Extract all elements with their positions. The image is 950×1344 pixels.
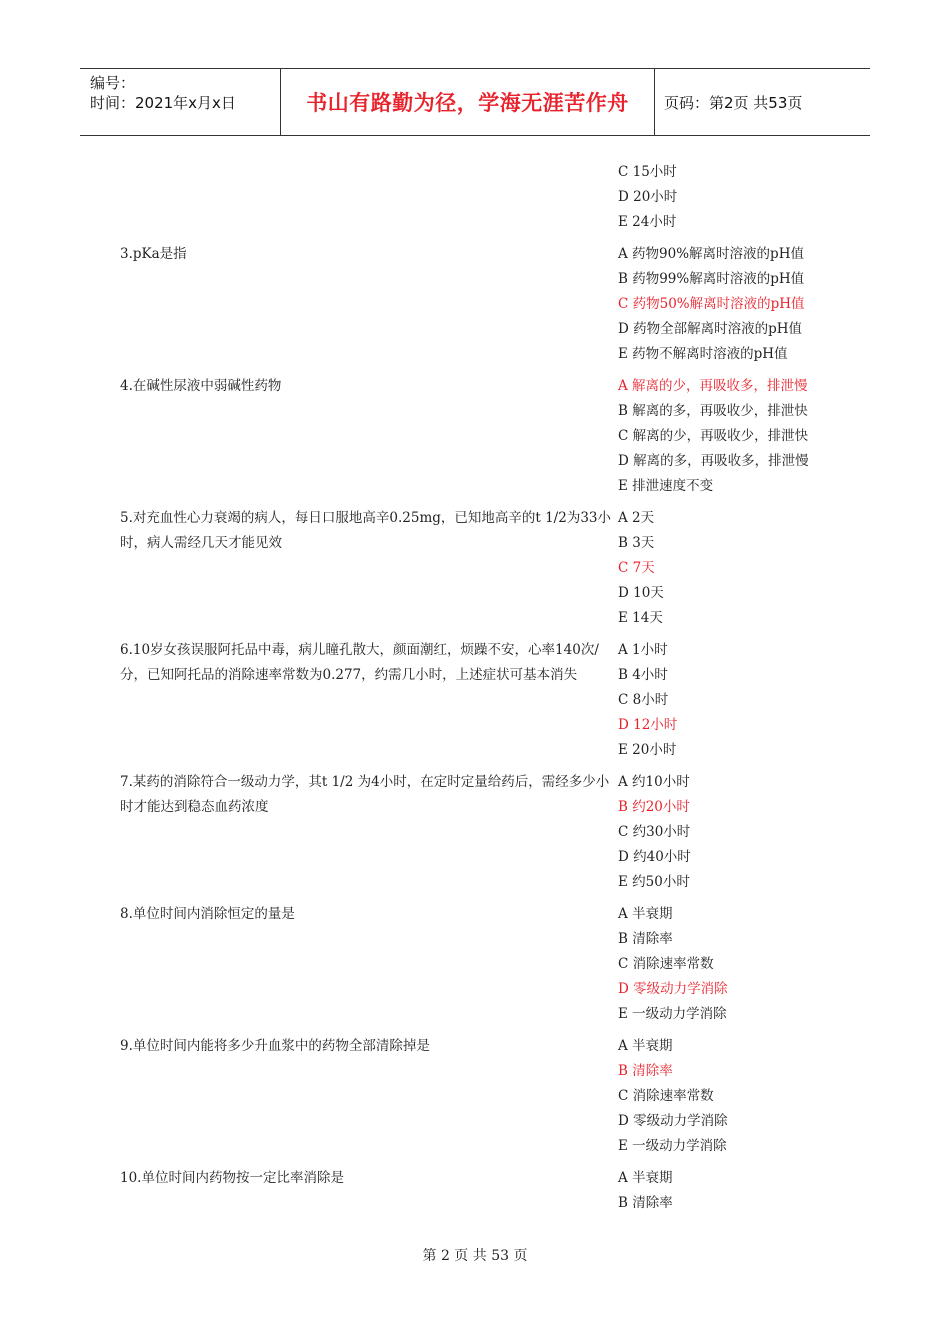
question-block (120, 160, 840, 235)
correct-option: B 清除率 (618, 1063, 673, 1079)
correct-option: D 12小时 (618, 717, 678, 733)
option-item: C 15小时 (618, 164, 677, 180)
option-item: D 零级动力学消除 (618, 1113, 728, 1129)
question-block (120, 770, 840, 895)
option-item: C 约30小时 (618, 824, 691, 840)
question-text: 6.10岁女孩误服阿托品中毒，病儿瞳孔散大，颜面潮红，烦躁不安，心率140次/分，已知阿托品的消除速率常数为0.277，约需几小时，上述症状可基本消失 (120, 642, 599, 683)
option-item: D 10天 (618, 585, 664, 601)
option-item: C 解离的少，再吸收少，排泄快 (618, 428, 809, 444)
option-item: B 清除率 (618, 1195, 673, 1211)
question-text: 5.对充血性心力衰竭的病人，每日口服地高辛0.25mg，已知地高辛的t 1/2为33小时，病人需经几天才能见效 (120, 510, 612, 551)
option-item: E 排泄速度不变 (618, 478, 714, 494)
option-item: E 药物不解离时溶液的pH值 (618, 346, 788, 362)
question-text: 10.单位时间内药物按一定比率消除是 (120, 1170, 344, 1186)
option-list (618, 1034, 728, 1159)
option-item: B 解离的多，再吸收少，排泄快 (618, 403, 808, 419)
header-meta (80, 69, 281, 135)
question-text: 3.pKa是指 (120, 246, 187, 262)
question-block (120, 902, 840, 1027)
question-text (120, 160, 618, 235)
option-item: A 半衰期 (618, 1038, 673, 1054)
question-text: 7.某药的消除符合一级动力学，其t 1/2 为4小时，在定时定量给药后，需经多少小时才能达到稳态血药浓度 (120, 774, 610, 815)
option-item: E 一级动力学消除 (618, 1006, 727, 1022)
header-motto: 书山有路勤为径，学海无涯苦作舟 (281, 69, 655, 135)
question-block (120, 374, 840, 499)
option-list (618, 242, 805, 367)
correct-option: D 零级动力学消除 (618, 981, 728, 997)
option-item: A 约10小时 (618, 774, 690, 790)
question-text: 9.单位时间内能将多少升血浆中的药物全部清除掉是 (120, 1038, 430, 1054)
option-item: E 14天 (618, 610, 663, 626)
option-list (618, 638, 677, 763)
question-list (120, 160, 840, 1223)
question-text: 8.单位时间内消除恒定的量是 (120, 906, 295, 922)
option-item: B 4小时 (618, 667, 668, 683)
page-footer: 第 2 页 共 53 页 (422, 1248, 528, 1264)
correct-option: C 药物50%解离时溶液的pH值 (618, 296, 805, 312)
option-item: A 半衰期 (618, 1170, 673, 1186)
option-item: D 解离的多，再吸收多，排泄慢 (618, 453, 809, 469)
option-list (618, 506, 664, 631)
correct-option: A 解离的少，再吸收多，排泄慢 (618, 378, 808, 394)
option-item: E 20小时 (618, 742, 677, 758)
question-block (120, 1034, 840, 1159)
header-page-label: 页码：第2页 共53页 (664, 93, 803, 112)
option-item: B 清除率 (618, 931, 673, 947)
option-item: E 约50小时 (618, 874, 690, 890)
option-item: A 1小时 (618, 642, 668, 658)
option-item: B 3天 (618, 535, 655, 551)
option-item: A 2天 (618, 510, 655, 526)
option-item: D 20小时 (618, 189, 678, 205)
option-item: A 半衰期 (618, 906, 673, 922)
question-block (120, 1166, 840, 1216)
correct-option: C 7天 (618, 560, 655, 576)
option-item: C 消除速率常数 (618, 956, 714, 972)
option-list (618, 770, 691, 895)
correct-option: B 约20小时 (618, 799, 690, 815)
option-list (618, 902, 728, 1027)
option-list (618, 374, 809, 499)
question-block (120, 638, 840, 763)
question-block (120, 242, 840, 367)
option-list (618, 1166, 673, 1216)
option-item: B 药物99%解离时溶液的pH值 (618, 271, 805, 287)
question-block (120, 506, 840, 631)
option-item: C 消除速率常数 (618, 1088, 714, 1104)
option-item: D 约40小时 (618, 849, 691, 865)
option-item: C 8小时 (618, 692, 669, 708)
option-item: A 药物90%解离时溶液的pH值 (618, 246, 804, 262)
number-label: 编号： (90, 74, 136, 92)
option-item: E 24小时 (618, 214, 677, 230)
time-label: 时间：2021年x月x日 (90, 94, 236, 112)
page-header (80, 68, 870, 136)
option-list (618, 160, 677, 235)
option-item: D 药物全部解离时溶液的pH值 (618, 321, 803, 337)
option-item: E 一级动力学消除 (618, 1138, 727, 1154)
question-text: 4.在碱性尿液中弱碱性药物 (120, 378, 282, 394)
